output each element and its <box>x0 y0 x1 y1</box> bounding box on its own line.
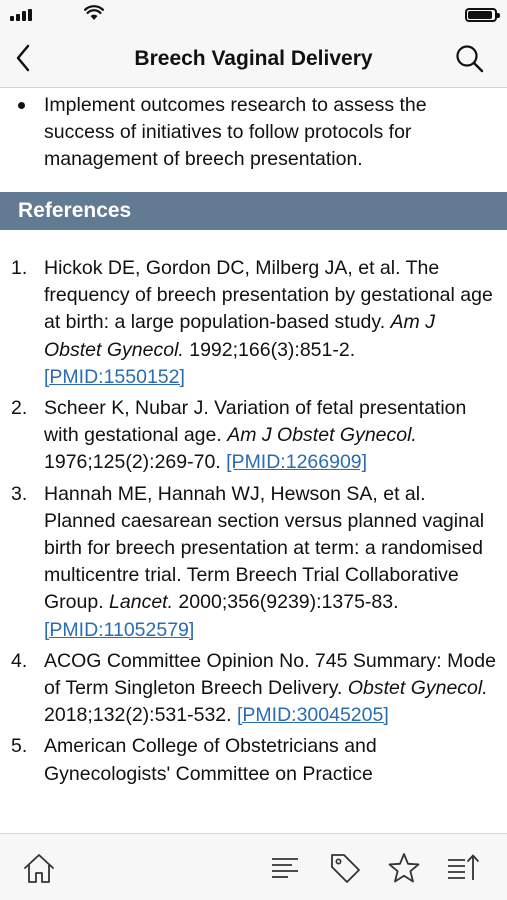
list-icon <box>268 853 302 883</box>
share-button[interactable] <box>444 850 482 886</box>
battery-icon <box>465 8 497 22</box>
tag-button[interactable] <box>326 850 364 886</box>
reference-text: Hannah ME, Hannah WJ, Hewson SA, et al. Planned caesarean section versus planned vaginal birth for breech presentation at term: a randomised multicentre trial. Term Breech Trial Collaborative Group. <box>44 482 485 614</box>
page-title: Breech Vaginal Delivery <box>134 47 373 70</box>
search-icon <box>455 44 485 74</box>
pmid-link[interactable]: [PMID:1266909] <box>226 451 368 474</box>
bullet-dot <box>18 102 25 109</box>
reference-journal: Obstet Gynecol. <box>347 677 488 700</box>
reference-text: Scheer K, Nubar J. Variation of fetal presentation with gestational age. <box>44 397 467 447</box>
reference-item <box>0 481 507 644</box>
favorite-button[interactable] <box>385 850 423 886</box>
navigation-bar <box>0 30 507 88</box>
share-list-icon <box>445 852 481 884</box>
references-heading: References <box>0 192 507 230</box>
reference-item <box>0 255 507 391</box>
wifi-icon <box>84 5 104 21</box>
status-bar <box>0 0 507 30</box>
bullet-text: Implement outcomes research to assess the success of initiatives to follow protocols for management of breech presentation. <box>44 94 427 170</box>
star-icon <box>387 851 421 885</box>
reference-item <box>0 648 507 730</box>
chevron-left-icon <box>15 44 31 72</box>
reference-citation: 1992;166(3):851-2. <box>183 338 356 361</box>
reference-journal: Am J Obstet Gynecol. <box>227 424 417 447</box>
back-button[interactable] <box>8 40 38 76</box>
pmid-link[interactable]: [PMID:30045205] <box>236 704 389 727</box>
reference-item <box>0 395 507 477</box>
bullet-item <box>18 92 493 173</box>
pmid-link[interactable]: [PMID:1550152] <box>44 365 185 388</box>
reference-text: American College of Obstetricians and Gynecologists' Committee on Practice <box>44 735 377 785</box>
reference-number: 5. <box>11 735 28 758</box>
reference-citation: 1976;125(2):269-70. <box>44 451 227 474</box>
reference-number: 3. <box>11 482 28 505</box>
reference-citation: 2018;132(2):531-532. <box>44 704 237 727</box>
reference-number: 4. <box>11 649 28 672</box>
home-icon <box>22 851 56 885</box>
search-button[interactable] <box>453 42 487 76</box>
reference-number: 2. <box>11 397 28 420</box>
reference-citation: 2000;356(9239):1375-83. <box>173 591 399 614</box>
references-list <box>0 255 507 792</box>
reference-text: Hickok DE, Gordon DC, Milberg JA, et al. The frequency of breech presentation by gestational age at birth: a large population-based study. <box>44 257 493 334</box>
pmid-link[interactable]: [PMID:11052579] <box>44 618 195 641</box>
tag-icon <box>328 851 362 885</box>
signal-icon <box>10 9 32 21</box>
reference-text: ACOG Committee Opinion No. 745 Summary: Mode of Term Singleton Breech Delivery. <box>44 649 496 700</box>
table-of-contents-button[interactable] <box>266 850 304 886</box>
bottom-toolbar <box>0 833 507 900</box>
reference-item <box>0 733 507 787</box>
reference-number: 1. <box>11 257 28 279</box>
reference-journal: Am J Obstet Gynecol. <box>44 311 435 361</box>
home-button[interactable] <box>20 850 58 886</box>
reference-journal: Lancet. <box>109 591 174 614</box>
article-content[interactable] <box>0 88 507 833</box>
